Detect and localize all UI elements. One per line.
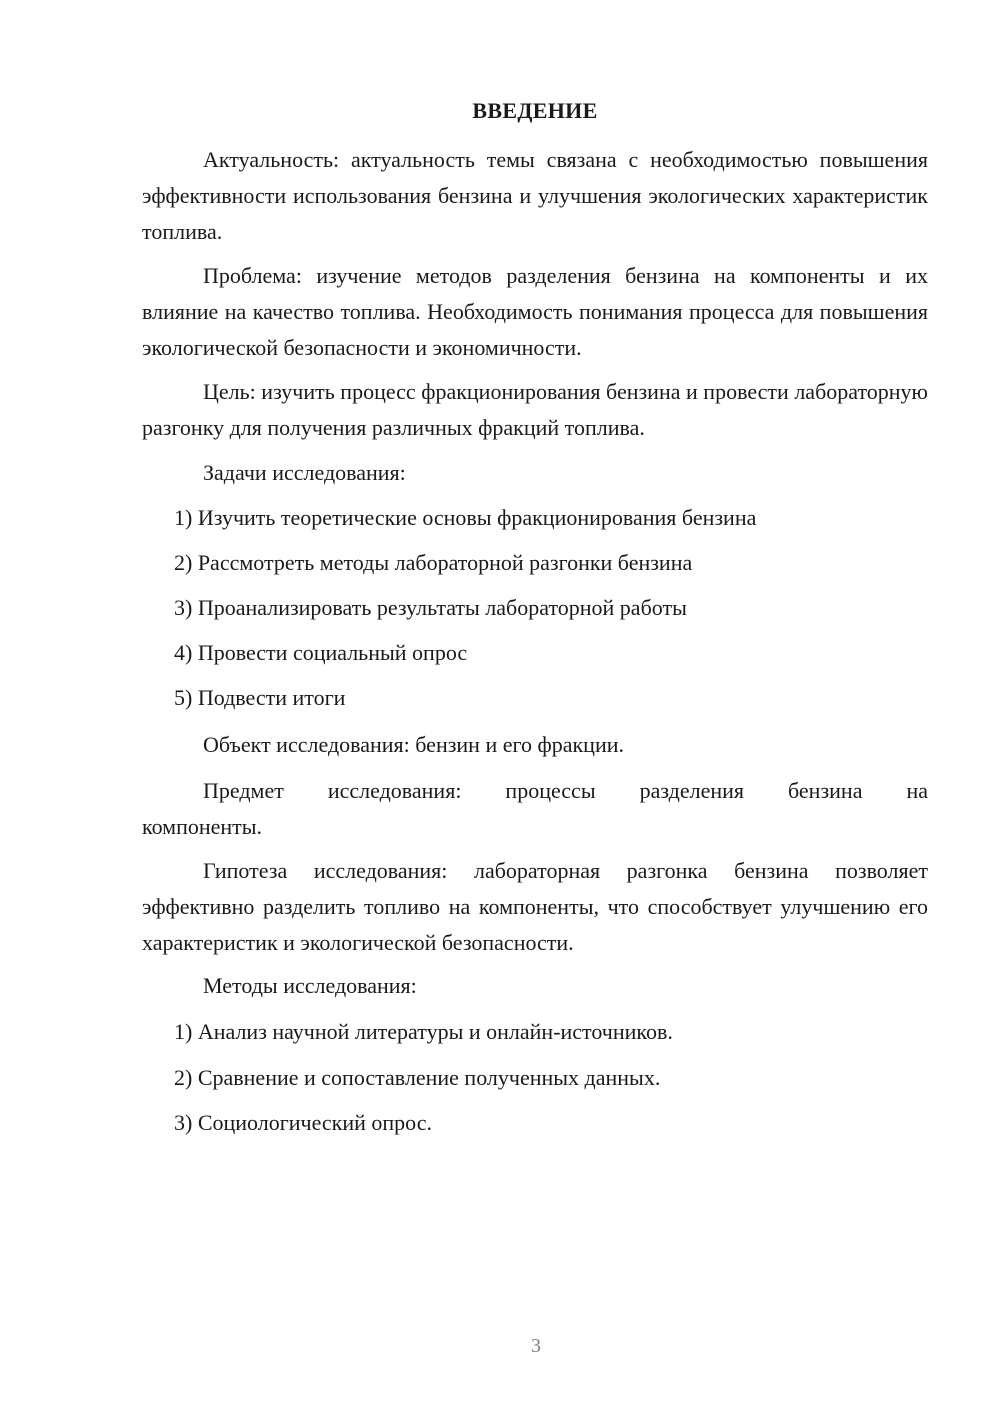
method-item: 1) Анализ научной литературы и онлайн-источников.: [174, 1019, 673, 1044]
task-item: 3) Проанализировать результаты лабораторной работы: [174, 595, 687, 620]
page-number: 3: [531, 1335, 541, 1357]
object-paragraph: Объект исследования: бензин и его фракции.: [203, 732, 624, 757]
task-item: 5) Подвести итоги: [174, 685, 346, 710]
method-item: 3) Социологический опрос.: [174, 1110, 432, 1135]
tasks-heading: Задачи исследования:: [203, 460, 406, 485]
page-title: ВВЕДЕНИЕ: [472, 98, 598, 123]
hypothesis-paragraph: Гипотеза исследования: лабораторная разгонка бензина позволяет эффективно разделить топливо на компоненты, что способствует улучшению его характеристик и экологической безопасности.: [142, 858, 928, 955]
goal-paragraph: Цель: изучить процесс фракционирования бензина и провести лабораторную разгонку для получения различных фракций топлива.: [142, 379, 928, 440]
task-item: 2) Рассмотреть методы лабораторной разгонки бензина: [174, 550, 693, 575]
task-item: 1) Изучить теоретические основы фракционирования бензина: [174, 505, 757, 530]
method-item: 2) Сравнение и сопоставление полученных данных.: [174, 1065, 661, 1090]
subject-paragraph-line2: компоненты.: [142, 814, 263, 839]
relevance-paragraph: Актуальность: актуальность темы связана с необходимостью повышения эффективности использования бензина и улучшения экологических характеристик топлива.: [142, 147, 928, 244]
task-item: 4) Провести социальный опрос: [174, 640, 468, 665]
problem-paragraph: Проблема: изучение методов разделения бензина на компоненты и их влияние на качество топлива. Необходимость понимания процесса для повышения экологической безопасности и экономичности.: [142, 263, 928, 360]
subject-paragraph-line1: Предмет исследования: процессы разделения бензина на: [203, 778, 928, 803]
methods-heading: Методы исследования:: [203, 973, 417, 998]
